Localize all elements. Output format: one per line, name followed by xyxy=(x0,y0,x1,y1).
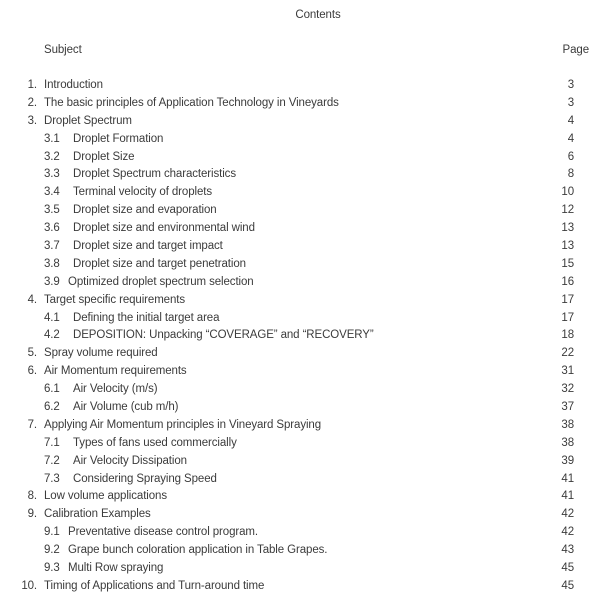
entry-number: 4.1 xyxy=(44,311,60,324)
entry-title: Grape bunch coloration application in Table Grapes. xyxy=(68,544,328,557)
entry-title: Droplet Spectrum xyxy=(44,114,132,127)
entry-title: Defining the initial target area xyxy=(73,311,220,324)
entry-title: Considering Spraying Speed xyxy=(73,472,217,485)
entry-page: 17 xyxy=(561,293,574,306)
entry-number: 9.1 xyxy=(44,526,60,539)
toc-row xyxy=(0,292,604,310)
entry-page: 13 xyxy=(561,240,574,253)
toc-list xyxy=(0,77,604,596)
toc-row xyxy=(0,399,604,417)
toc-row xyxy=(0,220,604,238)
entry-page: 45 xyxy=(561,562,574,575)
entry-title: Droplet size and environmental wind xyxy=(73,222,255,235)
entry-title: Optimized droplet spectrum selection xyxy=(68,275,254,288)
entry-title: Air Momentum requirements xyxy=(44,365,187,378)
entry-number: 3. xyxy=(27,114,37,127)
entry-page: 32 xyxy=(561,383,574,396)
toc-row xyxy=(0,435,604,453)
toc-row xyxy=(0,238,604,256)
entry-number: 2. xyxy=(27,96,37,109)
entry-title: Droplet size and evaporation xyxy=(73,204,217,217)
entry-title: Air Velocity (m/s) xyxy=(73,383,158,396)
entry-title: Droplet size and target penetration xyxy=(73,257,246,270)
entry-title: Air Velocity Dissipation xyxy=(73,454,187,467)
toc-row xyxy=(0,310,604,328)
entry-number: 6.1 xyxy=(44,383,60,396)
entry-title: Target specific requirements xyxy=(44,293,186,306)
entry-number: 1. xyxy=(27,79,37,91)
toc-row xyxy=(0,471,604,489)
entry-page: 41 xyxy=(561,490,574,503)
entry-number: 9. xyxy=(27,508,37,521)
entry-number: 7.1 xyxy=(44,436,60,449)
entry-page: 4 xyxy=(567,132,574,145)
entry-page: 39 xyxy=(561,454,574,467)
entry-number: 9.2 xyxy=(44,544,60,557)
toc-row xyxy=(0,274,604,292)
toc-row xyxy=(0,381,604,399)
entry-page: 6 xyxy=(567,150,574,163)
entry-number: 5. xyxy=(27,347,37,360)
entry-number: 3.7 xyxy=(44,240,60,253)
entry-number: 8. xyxy=(27,490,37,503)
page-column-header: Page xyxy=(562,44,589,56)
entry-page: 42 xyxy=(561,526,574,539)
entry-page: 8 xyxy=(567,168,574,181)
entry-page: 41 xyxy=(561,472,574,485)
toc-row xyxy=(0,202,604,220)
entry-title: Types of fans used commercially xyxy=(73,436,237,449)
toc-row xyxy=(0,345,604,363)
entry-number: 6.2 xyxy=(44,401,60,414)
entry-page: 31 xyxy=(561,365,574,378)
entry-page: 17 xyxy=(561,311,574,324)
entry-title: Preventative disease control program. xyxy=(68,526,258,539)
entry-number: 7.2 xyxy=(44,454,60,467)
entry-title: Multi Row spraying xyxy=(68,562,164,575)
entry-page: 38 xyxy=(561,436,574,449)
entry-title: Droplet size and target impact xyxy=(73,240,223,253)
entry-title: Droplet Spectrum characteristics xyxy=(73,168,236,181)
entry-title: DEPOSITION: Unpacking “COVERAGE” and “RECOVERY” xyxy=(73,329,374,342)
toc-row xyxy=(0,363,604,381)
entry-title: Terminal velocity of droplets xyxy=(73,186,212,199)
entry-number: 10. xyxy=(21,579,37,592)
entry-number: 6. xyxy=(27,365,37,378)
toc-row xyxy=(0,113,604,131)
entry-page: 42 xyxy=(561,508,574,521)
column-headers xyxy=(0,41,604,59)
entry-title: Applying Air Momentum principles in Vineyard Spraying xyxy=(44,418,322,431)
toc-row xyxy=(0,95,604,113)
entry-number: 9.3 xyxy=(44,562,60,575)
entry-page: 12 xyxy=(561,204,574,217)
entry-title: Introduction xyxy=(44,79,103,91)
subject-column-header: Subject xyxy=(44,44,82,56)
entry-number: 3.4 xyxy=(44,186,60,199)
toc-row xyxy=(0,166,604,184)
toc-row xyxy=(0,184,604,202)
toc-row xyxy=(0,560,604,578)
entry-number: 3.9 xyxy=(44,275,60,288)
entry-title: Calibration Examples xyxy=(44,508,151,521)
entry-page: 10 xyxy=(561,186,574,199)
entry-number: 3.3 xyxy=(44,168,60,181)
entry-number: 4.2 xyxy=(44,329,60,342)
entry-title: Droplet Formation xyxy=(73,132,164,145)
entry-title: Air Volume (cub m/h) xyxy=(73,401,179,414)
entry-page: 37 xyxy=(561,401,574,414)
toc-row xyxy=(0,77,604,95)
entry-page: 3 xyxy=(567,79,574,91)
entry-number: 3.8 xyxy=(44,257,60,270)
entry-title: Low volume applications xyxy=(44,490,167,503)
entry-page: 4 xyxy=(567,114,574,127)
toc-row xyxy=(0,542,604,560)
toc-row xyxy=(0,417,604,435)
entry-page: 38 xyxy=(561,418,574,431)
entry-number: 3.6 xyxy=(44,222,60,235)
toc-row xyxy=(0,149,604,167)
entry-page: 16 xyxy=(561,275,574,288)
entry-number: 7. xyxy=(27,418,37,431)
entry-title: Timing of Applications and Turn-around time xyxy=(44,579,265,592)
toc-row xyxy=(0,131,604,149)
toc-row xyxy=(0,506,604,524)
page-title: Contents xyxy=(295,9,341,21)
entry-number: 3.1 xyxy=(44,132,60,145)
entry-number: 7.3 xyxy=(44,472,60,485)
entry-title: Spray volume required xyxy=(44,347,158,360)
toc-row xyxy=(0,488,604,506)
entry-title: Droplet Size xyxy=(73,150,135,163)
toc-row xyxy=(0,256,604,274)
entry-page: 43 xyxy=(561,544,574,557)
entry-page: 13 xyxy=(561,222,574,235)
toc-row xyxy=(0,453,604,471)
entry-title: The basic principles of Application Technology in Vineyards xyxy=(44,96,339,109)
toc-row xyxy=(0,524,604,542)
entry-number: 3.2 xyxy=(44,150,60,163)
toc-row xyxy=(0,578,604,596)
toc-row xyxy=(0,327,604,345)
entry-page: 15 xyxy=(561,257,574,270)
entry-page: 45 xyxy=(561,579,574,592)
entry-number: 3.5 xyxy=(44,204,60,217)
entry-page: 3 xyxy=(567,96,574,109)
entry-page: 18 xyxy=(561,329,574,342)
entry-number: 4. xyxy=(27,293,37,306)
entry-page: 22 xyxy=(561,347,574,360)
